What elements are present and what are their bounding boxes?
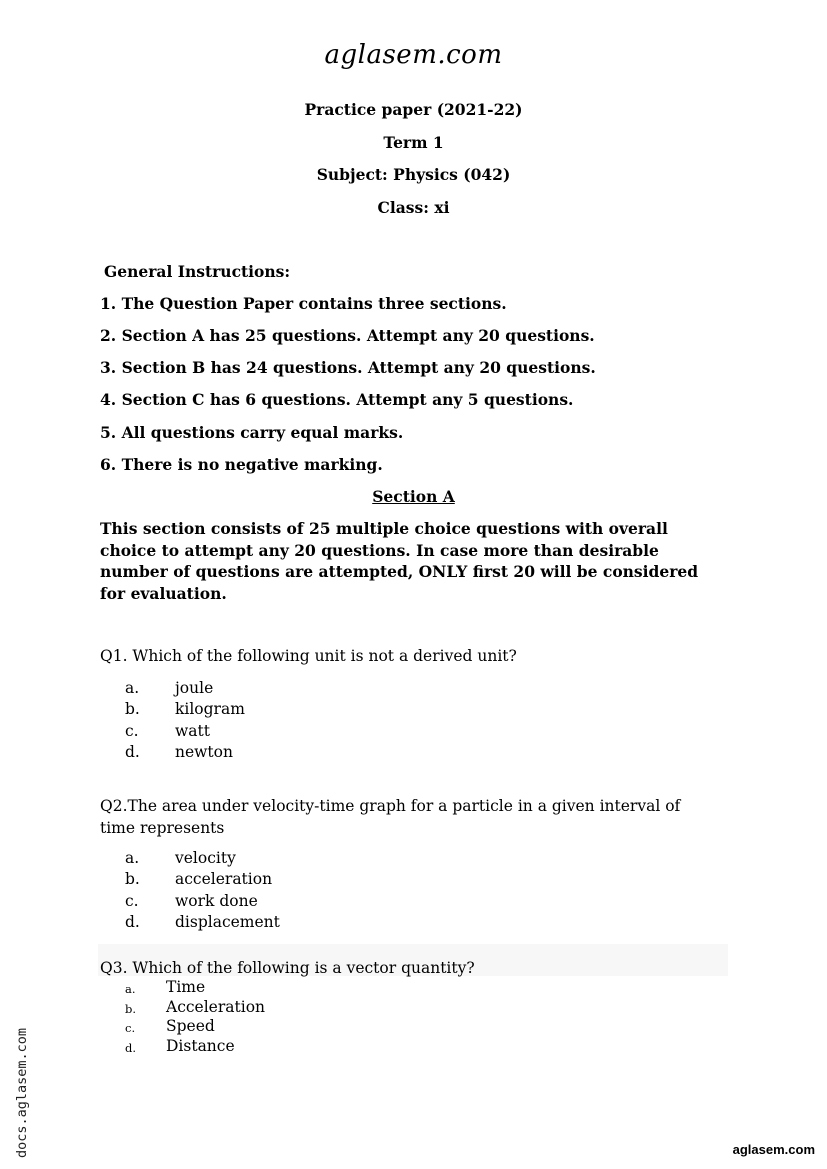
option-letter: c. xyxy=(125,1021,136,1035)
option-letter: b. xyxy=(125,700,140,718)
option-text: newton xyxy=(175,743,233,761)
subject-label: Subject: Physics (042) xyxy=(316,165,511,184)
section-a-description: This section consists of 25 multiple choice questions with overall choice to attempt any 20 questions. In case more than desirable number of questions are attempted, ONLY first 20 will be considered for evaluation. xyxy=(100,519,699,603)
site-logo: aglasem.com xyxy=(324,40,503,70)
option-text: Speed xyxy=(166,1017,215,1035)
option-letter: a. xyxy=(125,982,136,996)
option-letter: c. xyxy=(125,722,139,740)
footer-watermark: aglasem.com xyxy=(732,1142,815,1157)
instructions-heading: General Instructions: xyxy=(104,262,291,281)
option-letter: d. xyxy=(125,743,140,761)
option-letter: b. xyxy=(125,1002,137,1016)
option-text: velocity xyxy=(175,849,236,867)
option-text: Acceleration xyxy=(166,998,266,1016)
question-2-text: Q2.The area under velocity-time graph for a particle in a given interval of time represents xyxy=(100,797,681,837)
option-letter: d. xyxy=(125,1041,137,1055)
option-text: displacement xyxy=(175,913,280,931)
option-text: joule xyxy=(175,679,214,697)
class-label: Class: xi xyxy=(377,198,450,217)
section-a-title: Section A xyxy=(372,487,455,506)
term-label: Term 1 xyxy=(383,133,444,152)
option-letter: b. xyxy=(125,870,140,888)
instruction-item: 5. All questions carry equal marks. xyxy=(100,423,404,442)
instruction-item: 3. Section B has 24 questions. Attempt any 20 questions. xyxy=(100,358,596,377)
side-watermark: docs.aglasem.com xyxy=(14,1027,30,1158)
paper-title: Practice paper (2021-22) xyxy=(304,100,523,119)
question-1-text: Q1. Which of the following unit is not a derived unit? xyxy=(100,647,517,665)
option-letter: a. xyxy=(125,849,140,867)
instruction-item: 2. Section A has 25 questions. Attempt any 20 questions. xyxy=(100,326,595,345)
option-text: Distance xyxy=(166,1037,235,1055)
question-3-text: Q3. Which of the following is a vector quantity? xyxy=(100,959,475,977)
instruction-item: 6. There is no negative marking. xyxy=(100,455,383,474)
instruction-item: 1. The Question Paper contains three sections. xyxy=(100,294,507,313)
option-letter: a. xyxy=(125,679,140,697)
option-text: kilogram xyxy=(175,700,245,718)
option-text: watt xyxy=(175,722,210,740)
option-letter: c. xyxy=(125,892,139,910)
instruction-item: 4. Section C has 6 questions. Attempt any 5 questions. xyxy=(100,390,574,409)
option-letter: d. xyxy=(125,913,140,931)
option-text: Time xyxy=(166,978,206,996)
option-text: work done xyxy=(175,892,258,910)
option-text: acceleration xyxy=(175,870,273,888)
